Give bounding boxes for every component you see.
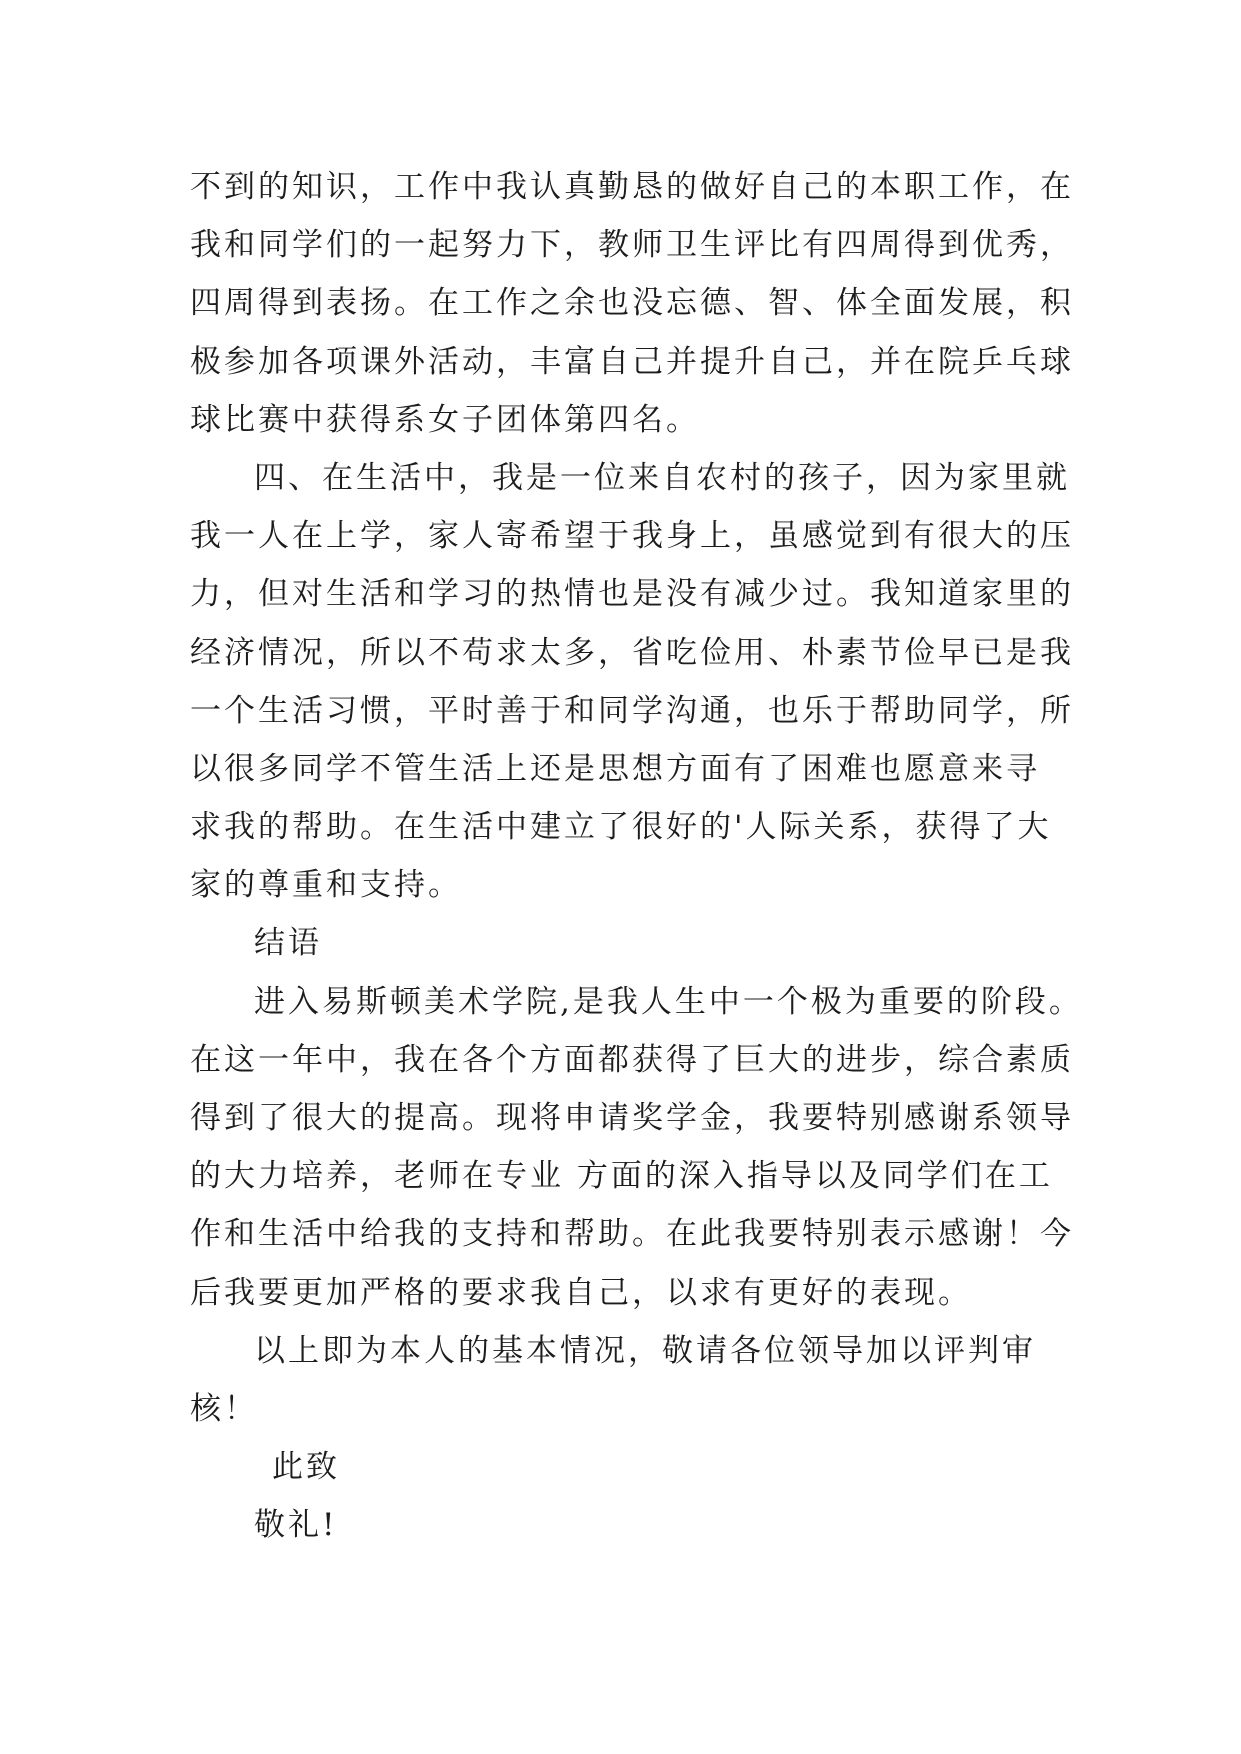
closing-regards: 敬礼!	[254, 1507, 338, 1544]
text-line: 四周得到表扬。在工作之余也没忘德、智、体全面发展，积	[190, 285, 1074, 322]
conclusion-first-line: 进入易斯顿美术学院,是我人生中一个极为重要的阶段。	[254, 983, 1083, 1020]
text-line: 求我的帮助。在生活中建立了很好的'人际关系，获得了大	[190, 809, 1052, 846]
text-line: 作和生活中给我的支持和帮助。在此我要特别表示感谢！今	[190, 1216, 1074, 1253]
text-line: 在这一年中，我在各个方面都获得了巨大的进步，综合素质	[190, 1041, 1074, 1078]
text-line: 不到的知识，工作中我认真勤恳的做好自己的本职工作，在	[190, 169, 1074, 205]
text-line: 经济情况，所以不苟求太多，省吃俭用、朴素节俭早已是我	[190, 634, 1074, 671]
text-line: 球比赛中获得系女子团体第四名。	[190, 401, 700, 438]
text-line: 力，但对生活和学习的热情也是没有减少过。我知道家里的	[190, 576, 1074, 613]
document-body	[190, 158, 1083, 1555]
text-line: 后我要更加严格的要求我自己，以求有更好的表现。	[190, 1274, 972, 1311]
conclusion-heading: 结语	[254, 925, 322, 962]
text-line: 我和同学们的一起努力下，教师卫生评比有四周得到优秀，	[190, 227, 1074, 264]
text-line: 家的尊重和支持。	[190, 867, 462, 904]
text-line: 极参加各项课外活动，丰富自己并提升自己，并在院乒乓球	[190, 343, 1074, 380]
section-four-first-line: 四、在生活中，我是一位来自农村的孩子，因为家里就	[254, 459, 1070, 496]
closing-salutation: 此致	[272, 1449, 340, 1486]
closing-paragraph-first-line: 以上即为本人的基本情况，敬请各位领导加以评判审	[254, 1332, 1036, 1369]
text-line: 以很多同学不管生活上还是思想方面有了困难也愿意来寻	[190, 750, 1040, 787]
text-line: 我一人在上学，家人寄希望于我身上，虽感觉到有很大的压	[190, 518, 1074, 555]
text-line: 得到了很大的提高。现将申请奖学金，我要特别感谢系领导	[190, 1100, 1074, 1136]
text-line: 一个生活习惯，平时善于和同学沟通，也乐于帮助同学，所	[190, 692, 1074, 729]
text-line: 的大力培养，老师在专业 方面的深入指导以及同学们在工	[190, 1158, 1053, 1195]
text-line: 核！	[190, 1390, 258, 1427]
